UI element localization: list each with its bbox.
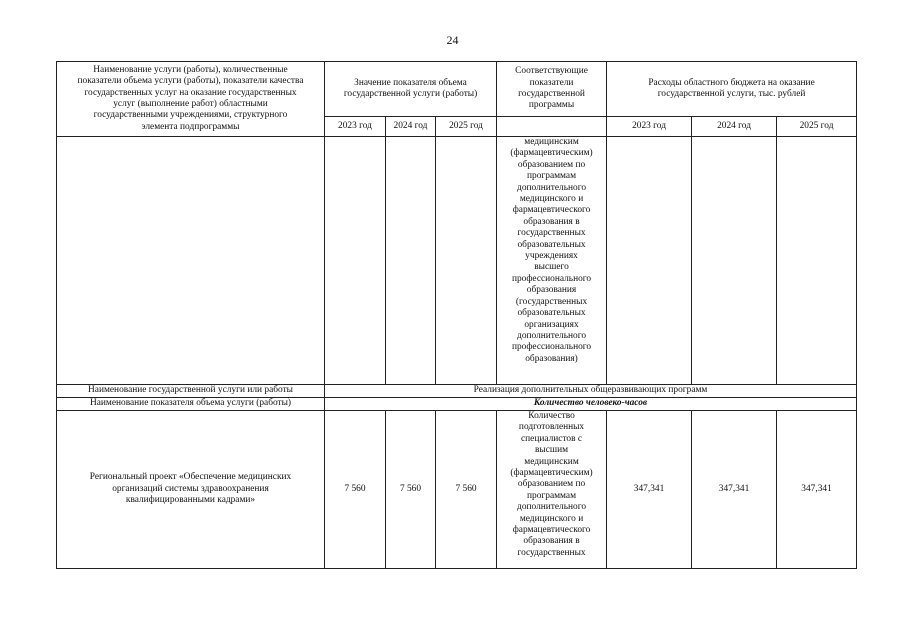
project-expense-2025: 347,341 <box>777 411 857 569</box>
project-value-2023: 7 560 <box>325 411 386 569</box>
header-expenses: Расходы областного бюджета на оказание государственной услуги, тыс. рублей <box>607 62 857 117</box>
continuation-name-cell <box>57 137 325 385</box>
continuation-value-2023 <box>325 137 386 385</box>
project-value-2024: 7 560 <box>386 411 436 569</box>
project-program-text: Количество подготовленных специалистов с высшим медицинским (фармацевтическим) образованием по программам дополнительного медицинского и фармацевтического образования в государственных <box>497 411 607 569</box>
header-indicator-value: Значение показателя объема государственной услуги (работы) <box>325 62 497 117</box>
services-table <box>56 61 857 569</box>
header-service-name: Наименование услуги (работы), количественные показатели объема услуги (работы), показатели качества государственных услуг на оказание государственных услуг (выполнение работ) областными государственными учреждениями, структурного элемента подпрограммы <box>57 62 325 137</box>
service-row-value: Реализация дополнительных общеразвивающих программ <box>325 385 857 398</box>
project-name: Региональный проект «Обеспечение медицинских организаций системы здравоохранения квалифицированными кадрами» <box>57 411 325 569</box>
indicator-row-value: Количество человеко-часов <box>325 398 857 411</box>
project-expense-2024: 347,341 <box>692 411 777 569</box>
continuation-program-text: медицинским (фармацевтическим) образованием по программам дополнительного медицинского и фармацевтического образования в государственных образовательных учреждениях высшего профессионального образования (государственных образовательных организациях дополнительного профессионального образования) <box>497 137 607 385</box>
header-year-2023: 2023 год <box>325 117 386 137</box>
header-year-2024: 2024 год <box>386 117 436 137</box>
continuation-value-2025 <box>436 137 497 385</box>
header-program-indicators: Соответствующие показатели государственной программы <box>497 62 607 117</box>
continuation-expense-2024 <box>692 137 777 385</box>
header-expense-year-2025: 2025 год <box>777 117 857 137</box>
continuation-value-2024 <box>386 137 436 385</box>
project-expense-2023: 347,341 <box>607 411 692 569</box>
header-expense-year-2023: 2023 год <box>607 117 692 137</box>
header-program-empty <box>497 117 607 137</box>
continuation-expense-2025 <box>777 137 857 385</box>
service-row-label: Наименование государственной услуги или работы <box>57 385 325 398</box>
project-value-2025: 7 560 <box>436 411 497 569</box>
continuation-expense-2023 <box>607 137 692 385</box>
indicator-row-label: Наименование показателя объема услуги (работы) <box>57 398 325 411</box>
header-expense-year-2024: 2024 год <box>692 117 777 137</box>
header-year-2025: 2025 год <box>436 117 497 137</box>
page-number: 24 <box>446 33 459 47</box>
